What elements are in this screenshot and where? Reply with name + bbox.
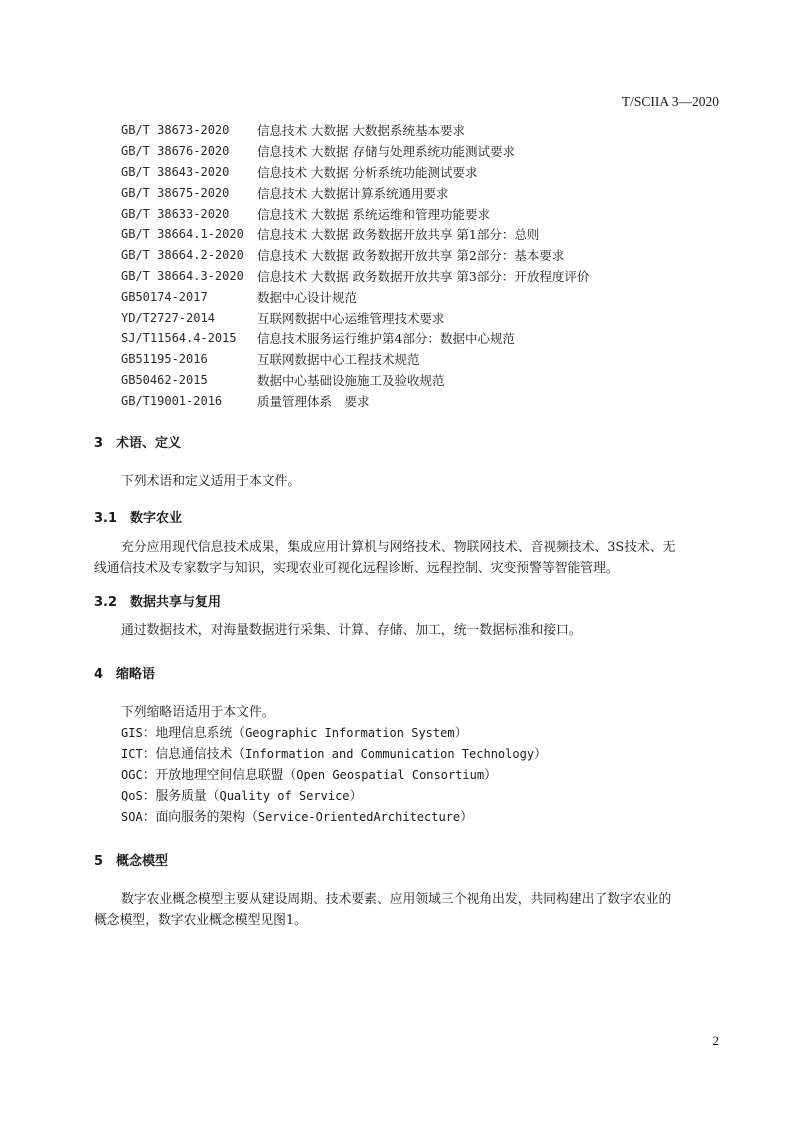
paragraph-line: 充分应用现代信息技术成果，集成应用计算机与网络技术、物联网技术、音视频技术、3S技术、无 <box>121 540 676 555</box>
section-3-2-heading <box>94 591 221 610</box>
reference-code: SJ/T11564.4-2015 <box>121 331 237 346</box>
section-4-heading <box>94 663 155 682</box>
reference-item <box>121 245 589 266</box>
reference-title: 数据中心设计规范 <box>257 289 358 305</box>
section-3-1-heading <box>94 507 182 526</box>
reference-item <box>121 266 589 287</box>
abbreviation-chinese: 面向服务的架构 <box>155 810 246 825</box>
abbreviations-list <box>121 702 547 828</box>
reference-item <box>121 349 589 370</box>
reference-code: GB/T 38673-2020 <box>121 123 230 138</box>
reference-title: 信息技术 大数据 大数据系统基本要求 <box>257 123 465 139</box>
section-3-2-definition <box>94 620 722 641</box>
reference-title: 信息技术 大数据 政务数据开放共享 第2部分：基本要求 <box>257 248 565 264</box>
abbreviation-chinese: 地理信息系统 <box>155 726 233 741</box>
reference-code: GB/T 38664.2-2020 <box>121 248 244 263</box>
reference-code: GB/T 38643-2020 <box>121 164 230 179</box>
paragraph-line: 线通信技术及专家数字与知识，实现农业可视化远程诊断、远程控制、灾变预警等智能管理。 <box>94 561 619 576</box>
section-5-heading <box>94 850 168 869</box>
section-title: 术语、定义 <box>116 436 182 451</box>
reference-title: 信息技术 大数据计算系统通用要求 <box>257 185 449 201</box>
section-number: 5 <box>94 854 104 869</box>
reference-code: GB/T 38664.3-2020 <box>121 268 244 283</box>
reference-title: 信息技术 大数据 分析系统功能测试要求 <box>257 164 478 180</box>
section-title: 数字农业 <box>130 511 183 526</box>
reference-title: 互联网数据中心工程技术规范 <box>257 352 420 368</box>
abbreviation: OGC <box>121 768 143 782</box>
page-number: 2 <box>712 1033 719 1048</box>
abbreviations-intro: 下列缩略语适用于本文件。 <box>121 705 275 720</box>
reference-item <box>121 286 589 307</box>
paragraph-line: 通过数据技术，对海量数据进行采集、计算、存储、加工，统一数据标准和接口。 <box>121 623 582 638</box>
paragraph-line: 概念模型，数字农业概念模型见图1。 <box>94 913 307 928</box>
reference-code: GB/T 38675-2020 <box>121 185 230 200</box>
abbreviation-english: Service-OrientedArchitecture <box>257 810 461 824</box>
reference-title: 质量管理体系 要求 <box>257 393 370 409</box>
reference-title: 互联网数据中心运维管理技术要求 <box>257 310 445 326</box>
abbreviation-item: ICT：信息通信技术（Information and Communication Technology） <box>121 747 547 762</box>
section-5-paragraph <box>94 889 722 931</box>
section-title: 缩略语 <box>116 667 156 682</box>
reference-title: 信息技术 大数据 政务数据开放共享 第1部分：总则 <box>257 227 540 243</box>
abbreviation-item: SOA：面向服务的架构（Service-OrientedArchitecture） <box>121 810 473 825</box>
normative-references-list <box>121 120 589 411</box>
section-number: 4 <box>94 667 104 682</box>
reference-item <box>121 120 589 141</box>
reference-item <box>121 224 589 245</box>
abbreviation-chinese: 开放地理空间信息联盟 <box>155 768 284 783</box>
abbreviation-item: GIS：地理信息系统（Geographic Information System） <box>121 726 468 741</box>
reference-code: GB51195-2016 <box>121 352 208 367</box>
reference-title: 信息技术 大数据 系统运维和管理功能要求 <box>257 206 490 222</box>
abbreviation-english: Quality of Service <box>219 789 350 803</box>
abbreviation: ICT <box>121 747 143 761</box>
abbreviation: SOA <box>121 810 143 824</box>
section-number: 3.1 <box>94 511 118 526</box>
abbreviation-english: Open Geospatial Consortium <box>296 768 485 782</box>
section-3-1-definition <box>94 537 722 579</box>
reference-title: 信息技术服务运行维护第4部分：数据中心规范 <box>257 331 515 347</box>
section-3-heading <box>94 432 181 451</box>
reference-code: GB/T 38664.1-2020 <box>121 227 244 242</box>
section-title: 概念模型 <box>116 854 169 869</box>
abbreviation-chinese: 服务质量 <box>155 789 207 804</box>
abbreviation: QoS <box>121 789 143 803</box>
section-title: 数据共享与复用 <box>130 595 222 610</box>
section-number: 3.2 <box>94 595 118 610</box>
reference-item <box>121 328 589 349</box>
reference-item <box>121 307 589 328</box>
section-3-intro <box>94 471 722 492</box>
reference-item <box>121 141 589 162</box>
reference-item <box>121 182 589 203</box>
abbreviation: GIS <box>121 726 143 740</box>
reference-item <box>121 370 589 391</box>
reference-code: GB/T 38676-2020 <box>121 144 230 159</box>
reference-item <box>121 162 589 183</box>
reference-code: GB/T 38633-2020 <box>121 206 230 221</box>
reference-code: GB/T19001-2016 <box>121 393 223 408</box>
reference-title: 数据中心基础设施施工及验收规范 <box>257 372 445 388</box>
reference-code: YD/T2727-2014 <box>121 310 215 325</box>
section-number: 3 <box>94 436 104 451</box>
abbreviation-english: Geographic Information System <box>245 726 455 740</box>
abbreviation-item: OGC：开放地理空间信息联盟（Open Geospatial Consortium） <box>121 768 497 783</box>
abbreviation-chinese: 信息通信技术 <box>155 747 233 762</box>
reference-title: 信息技术 大数据 存储与处理系统功能测试要求 <box>257 144 515 160</box>
paragraph-line: 下列术语和定义适用于本文件。 <box>121 474 301 489</box>
reference-item <box>121 390 589 411</box>
abbreviation-item: QoS：服务质量（Quality of Service） <box>121 789 363 804</box>
abbreviation-english: Information and Communication Technology <box>245 747 535 761</box>
document-id: T/SCIIA 3—2020 <box>621 94 719 109</box>
reference-code: GB50462-2015 <box>121 372 208 387</box>
reference-item <box>121 203 589 224</box>
reference-code: GB50174-2017 <box>121 289 208 304</box>
reference-title: 信息技术 大数据 政务数据开放共享 第3部分：开放程度评价 <box>257 268 590 284</box>
paragraph-line: 数字农业概念模型主要从建设周期、技术要素、应用领域三个视角出发，共同构建出了数字农业的 <box>121 892 672 907</box>
